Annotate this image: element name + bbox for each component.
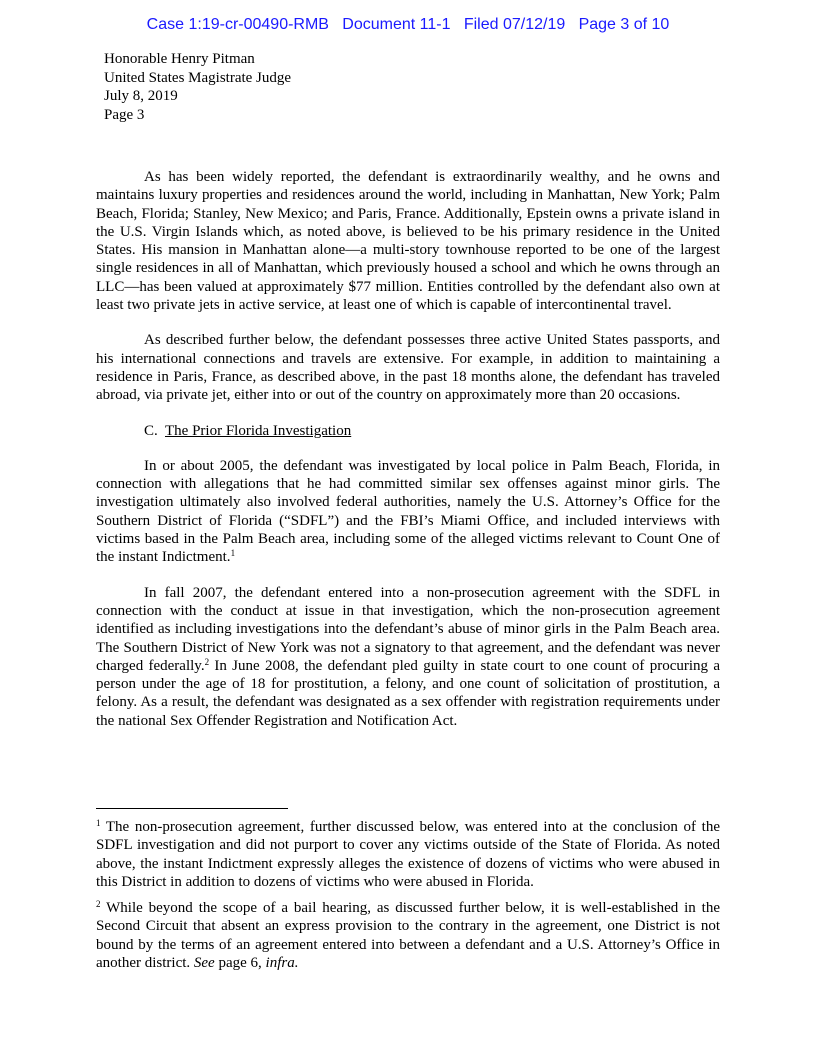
citation-see: See: [193, 955, 215, 972]
letter-body: [96, 168, 720, 747]
footnote-text: page 6,: [214, 955, 266, 972]
paragraph-text: In June 2008, the defendant pled guilty in state court to one count of procuring a person under the age of 18 for prostitution, a felony, and one count of solicitation of prostitution, a felony. As a result, the defendant was designated as a sex offender with registration requirements under the national Sex Offender Registration and Notification Act.: [96, 657, 720, 729]
footnote-ref-1[interactable]: 1: [230, 548, 236, 559]
paragraph-non-prosecution: [96, 584, 720, 730]
footnote-1: [96, 818, 720, 891]
paragraph-travel: As described further below, the defendant possesses three active United States passports, and his international connections and travels are extensive. For example, in addition to maintaining a residence in Paris, France, as described above, in the past 18 months alone, the defendant has traveled abroad, via private jet, either into or out of the country on approximately more than 20 occasions.: [96, 332, 720, 404]
footnote-number: 1: [96, 818, 101, 828]
footnote-2: [96, 899, 720, 972]
footnote-text: While beyond the scope of a bail hearing, as discussed further below, it is well-established in the Second Circuit that absent an express provision to the contrary in the agreement, one District is not bound by the terms of an agreement entered into between a defendant and a U.S. Attorney’s Office in another district.: [96, 900, 720, 972]
citation-infra: infra.: [265, 955, 299, 972]
footnote-number: 2: [96, 899, 101, 910]
case-header: Case 1:19-cr-00490-RMB Document 11-1 Filed 07/12/19 Page 3 of 10: [146, 16, 670, 33]
section-title: The Prior Florida Investigation: [165, 422, 352, 439]
paragraph-text: In fall 2007, the defendant entered into a non-prosecution agreement with the SDFL in connection with the conduct at issue in that investigation, which the non-prosecution agreement identified as including investigations into the defendant’s abuse of minor girls in the Palm Beach area. The Southern District of New York was not a signatory to that agreement, and the defendant was never charged federally.: [96, 584, 720, 674]
addressee: Honorable Henry Pitman: [104, 51, 255, 67]
page-label: Page 3: [104, 106, 145, 123]
paragraph-wealth: As has been widely reported, the defendant is extraordinarily wealthy, and he owns and maintains luxury properties and residences around the world, including in Manhattan, New York; Palm Beach, Florida; Stanley, New Mexico; and Paris, France. Additionally, Epstein owns a private island in the U.S. Virgin Islands which, as noted above, is believed to be his primary residence in the United States. His mansion in Manhattan alone—a multi-story townhouse reported to be one of the largest single residences in all of Manhattan, which previously housed a school and which he owns through an LLC—has been valued at approximately $77 million. Entities controlled by the defendant also own at least two private jets in active service, at least one of which is capable of intercontinental travel.: [96, 169, 720, 314]
paragraph-florida-investigation: [96, 457, 720, 567]
letter-heading: [104, 50, 291, 124]
footnote-divider: [96, 808, 288, 809]
footnote-ref-2[interactable]: 2: [204, 656, 210, 667]
footnote-text: The non-prosecution agreement, further discussed below, was entered into at the conclusion of the SDFL investigation and did not purport to cover any victims outside of the State of Florida. As noted above, the instant Indictment expressly alleges the existence of dozens of victims who were abused in this District in addition to dozens of victims who were abused in Florida.: [96, 819, 720, 890]
letter-date: July 8, 2019: [104, 88, 178, 104]
addressee-title: United States Magistrate Judge: [104, 69, 292, 86]
section-letter: C.: [144, 422, 158, 439]
section-heading: [144, 422, 720, 440]
paragraph-text: In or about 2005, the defendant was investigated by local police in Palm Beach, Florida, in connection with allegations that he had committed similar sex offenses against minor girls. The investigation ultimately also involved federal authorities, namely the U.S. Attorney’s Office for the Southern District of Florida (“SDFL”) and the FBI’s Miami Office, and included interviews with victims based in the Palm Beach area, including some of the alleged victims relevant to Count One of the instant Indictment.: [96, 457, 720, 566]
footnotes: [96, 818, 720, 980]
